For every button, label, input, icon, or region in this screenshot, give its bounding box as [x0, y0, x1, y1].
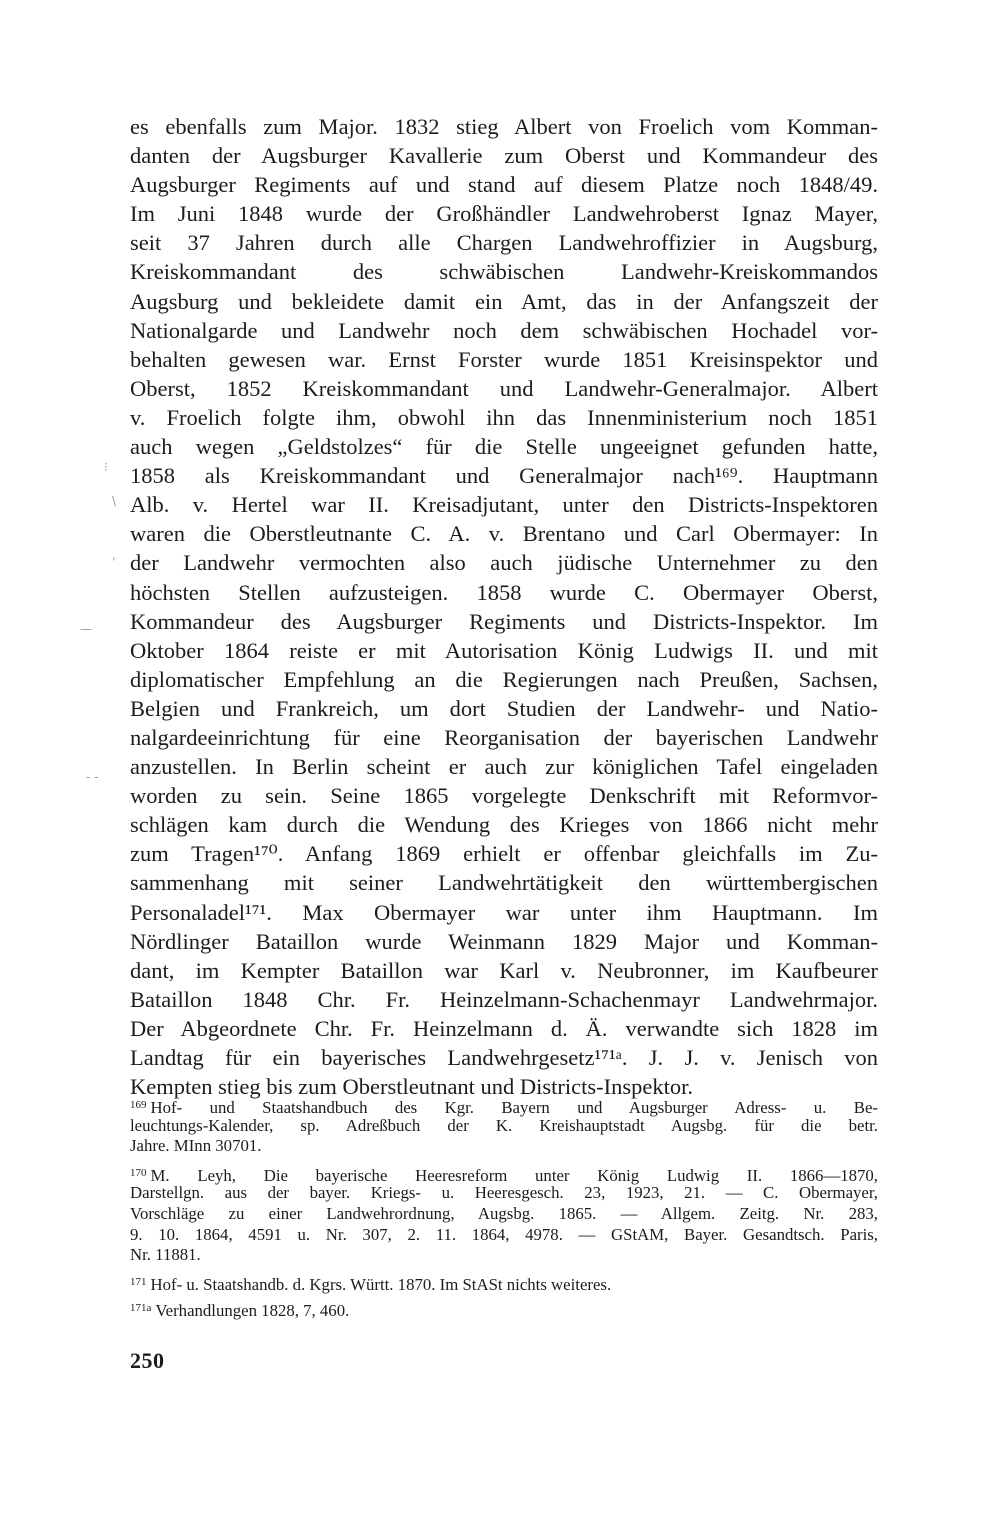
scan-mark: - - [86, 770, 99, 784]
text-line: schlägen kam durch die Wendung des Krieges von 1866 nicht mehr [130, 812, 878, 838]
footnote-number: 171a [130, 1302, 152, 1315]
footnote-line: Vorschläge zu einer Landwehrordnung, Augsbg. 1865. — Allgem. Zeitg. Nr. 283, [130, 1203, 878, 1223]
text-line: Kreiskommandant des schwäbischen Landwehr-Kreiskommandos [130, 259, 878, 285]
text-line: Nationalgarde und Landwehr noch dem schwäbischen Hochadel vor- [130, 317, 878, 343]
text-line: anzustellen. In Berlin scheint er auch zur königlichen Tafel eingeladen [130, 754, 878, 780]
text-line: nalgardeeinrichtung für eine Reorganisation der bayerischen Landwehr [130, 724, 878, 750]
footnote-first-line [130, 1272, 878, 1293]
footnote-line: Jahre. MInn 30701. [130, 1136, 262, 1156]
footnote-text: Hof- u. Staatshandb. d. Kgrs. Württ. 1870. Im StASt nichts weiteres. [150, 1274, 612, 1294]
footnote-line: 9. 10. 1864, 4591 u. Nr. 307, 2. 11. 1864, 4978. — GStAM, Bayer. Gesandtsch. Paris, [130, 1224, 878, 1244]
text-line: zum Tragen¹⁷⁰. Anfang 1869 erhielt er offenbar gleichfalls im Zu- [130, 841, 878, 867]
text-line: Oktober 1864 reiste er mit Autorisation König Ludwigs II. und mit [130, 637, 878, 663]
scan-mark: \ [112, 494, 117, 508]
text-line: Oberst, 1852 Kreiskommandant und Landwehr-Generalmajor. Albert [130, 375, 878, 401]
text-line: Alb. v. Hertel war II. Kreisadjutant, unter den Districts-Inspektoren [130, 492, 878, 518]
text-line: behalten gewesen war. Ernst Forster wurde 1851 Kreisinspektor und [130, 346, 878, 372]
scan-mark: , [112, 548, 116, 562]
text-line: Kommandeur des Augsburger Regiments und Districts-Inspektor. Im [130, 608, 878, 634]
footnote [130, 1272, 878, 1293]
text-line: dant, im Kempter Bataillon war Karl v. Neubronner, im Kaufbeurer [130, 957, 878, 983]
text-line: Augsburger Regiments auf und stand auf diesem Platze noch 1848/49. [130, 172, 878, 198]
text-line: v. Froelich folgte ihm, obwohl ihn das Innenministerium noch 1851 [130, 404, 878, 430]
text-line: diplomatischer Empfehlung an die Regierungen nach Preußen, Sachsen, [130, 666, 878, 692]
footnote-number: 171 [130, 1275, 147, 1288]
footnote-first-line [130, 1298, 878, 1319]
text-line: der Landwehr vermochten also auch jüdische Unternehmer zu den [130, 550, 878, 576]
footnotes [130, 1095, 878, 1325]
text-line: es ebenfalls zum Major. 1832 stieg Albert von Froelich vom Komman- [130, 114, 878, 139]
footnote-text: M. Leyh, Die bayerische Heeresreform unter König Ludwig II. 1866—1870, [150, 1165, 878, 1185]
text-line: Im Juni 1848 wurde der Großhändler Landwehroberst Ignaz Mayer, [130, 201, 878, 227]
footnote-first-line [130, 1095, 878, 1116]
footnote-number: 169 [130, 1099, 147, 1111]
text-line: 1858 als Kreiskommandant und Generalmajor nach¹⁶⁹. Hauptmann [130, 463, 878, 489]
scan-mark: — [80, 622, 92, 636]
text-line: Bataillon 1848 Chr. Fr. Heinzelmann-Schachenmayr Landwehrmajor. [130, 986, 878, 1012]
footnote-line: leuchtungs-Kalender, sp. Adreßbuch der K. Kreishauptstadt Augsbg. für die betr. [130, 1115, 878, 1135]
body-text [130, 112, 878, 1101]
text-line: seit 37 Jahren durch alle Chargen Landwehroffizier in Augsburg, [130, 230, 878, 256]
text-line: auch wegen „Geldstolzes“ für die Stelle ungeeignet gefunden hatte, [130, 434, 878, 460]
text-line: waren die Oberstleutnante C. A. v. Brentano und Carl Obermayer: In [130, 521, 878, 547]
text-line: worden zu sein. Seine 1865 vorgelegte Denkschrift mit Reformvor- [130, 783, 878, 809]
text-line: Nördlinger Bataillon wurde Weinmann 1829 Major und Komman- [130, 928, 878, 954]
footnote-first-line [130, 1163, 878, 1184]
text-line: höchsten Stellen aufzusteigen. 1858 wurde C. Obermayer Oberst, [130, 579, 878, 605]
footnote-line: Darstellgn. aus der bayer. Kriegs- u. Heeresgesch. 23, 1923, 21. — C. Obermayer, [130, 1183, 878, 1203]
footnote [130, 1163, 878, 1266]
footnote [130, 1298, 878, 1319]
footnote-text: Hof- und Staatshandbuch des Kgr. Bayern und Augsburger Adress- u. Be- [150, 1098, 878, 1117]
text-line: Augsburg und bekleidete damit ein Amt, das in der Anfangszeit der [130, 288, 878, 314]
text-line: Landtag für ein bayerisches Landwehrgesetz¹⁷¹ᵃ. J. J. v. Jenisch von [130, 1045, 878, 1070]
text-line: Belgien und Frankreich, um dort Studien der Landwehr- und Natio- [130, 695, 878, 721]
text-line: Der Abgeordnete Chr. Fr. Heinzelmann d. Ä. verwandte sich 1828 im [130, 1015, 878, 1041]
footnote [130, 1095, 878, 1157]
scan-mark: ⁝ [104, 460, 108, 474]
text-line: danten der Augsburger Kavallerie zum Oberst und Kommandeur des [130, 143, 878, 169]
footnote-number: 170 [130, 1166, 147, 1179]
footnote-text: Verhandlungen 1828, 7, 460. [155, 1301, 350, 1321]
text-line: Kempten stieg bis zum Oberstleutnant und Districts-Inspektor. [130, 1074, 694, 1100]
page-number: 250 [130, 1348, 165, 1373]
text-line: sammenhang mit seiner Landwehrtätigkeit den württembergischen [130, 870, 878, 896]
footnote-line: Nr. 11881. [130, 1245, 201, 1265]
text-line: Personaladel¹⁷¹. Max Obermayer war unter ihm Hauptmann. Im [130, 899, 878, 925]
